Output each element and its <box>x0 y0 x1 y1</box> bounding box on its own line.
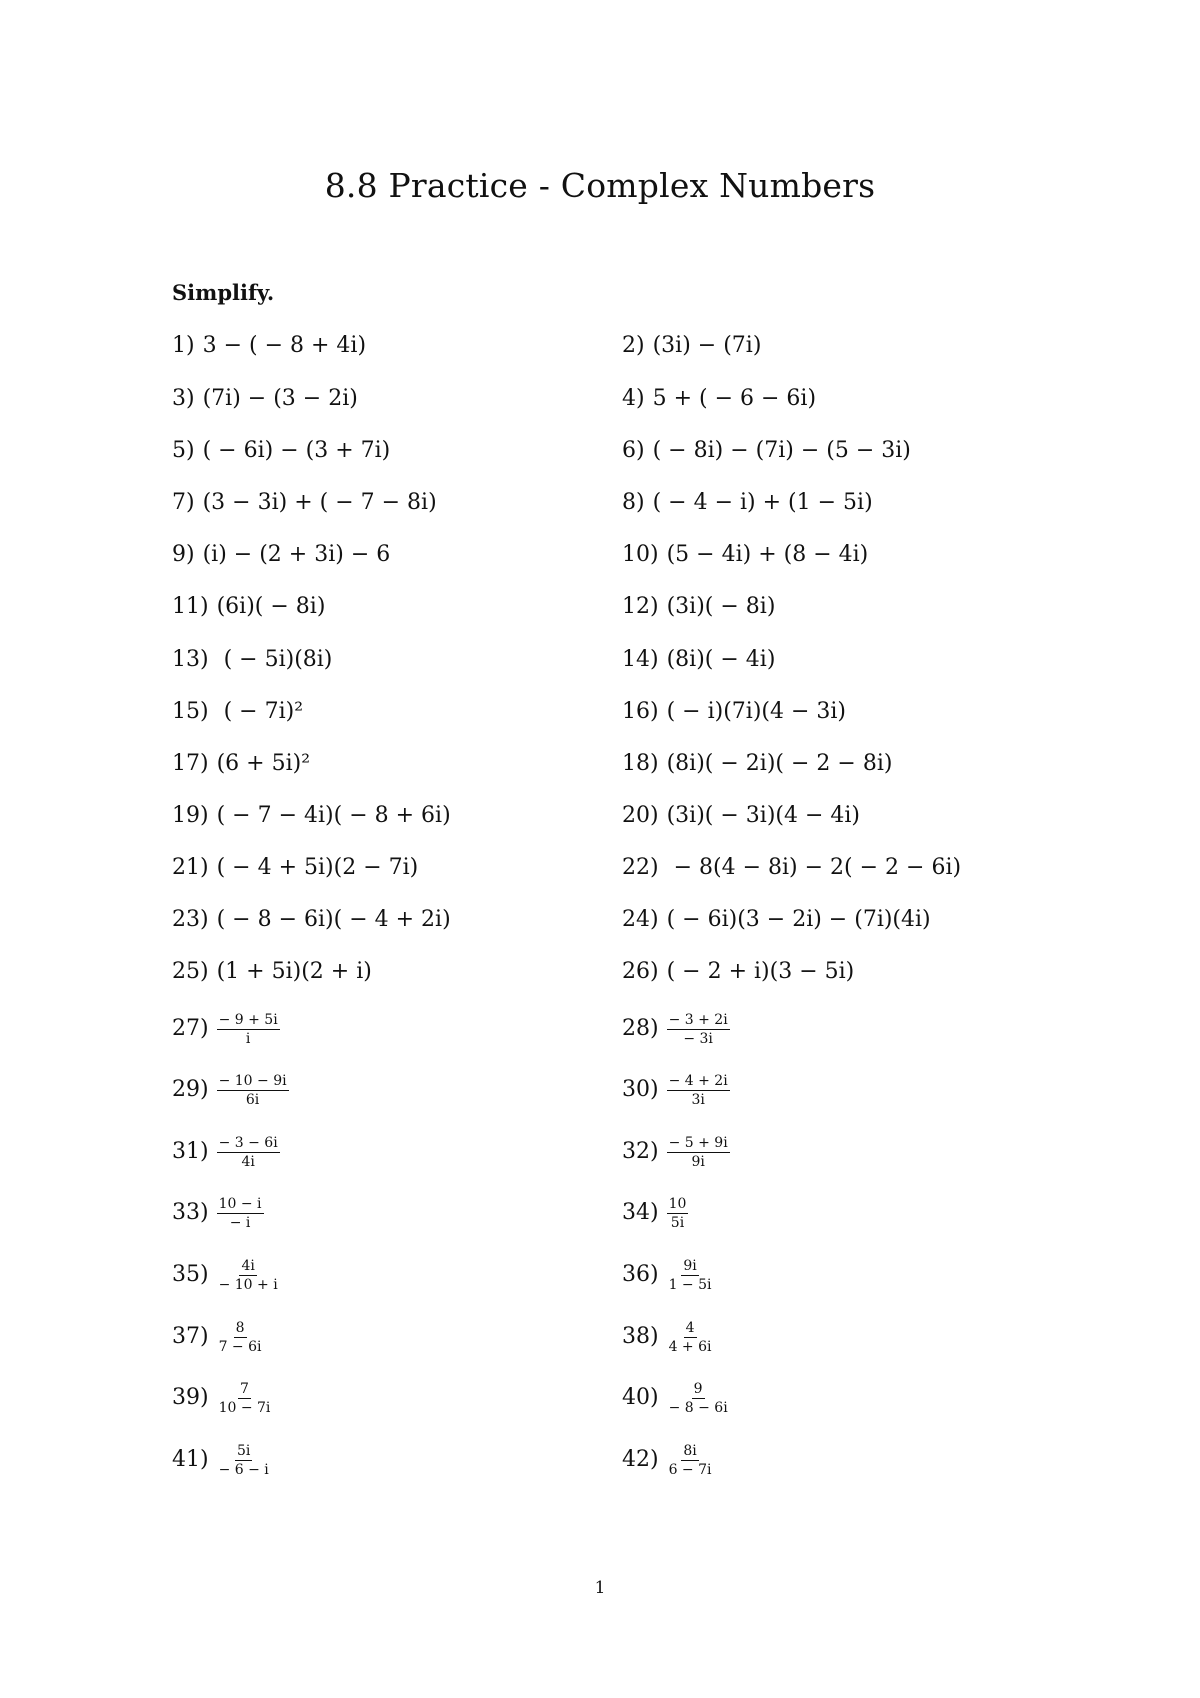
problem-expression: ( − 8i) − (7i) − (5 − 3i) <box>652 438 911 463</box>
problem-item <box>622 1442 714 1478</box>
problem-expression: (3i)( − 8i) <box>666 594 776 619</box>
problem-item <box>172 1195 264 1231</box>
fraction-denominator: 6i <box>245 1091 260 1108</box>
fraction <box>217 1135 280 1170</box>
problem-number: 35) <box>172 1262 209 1287</box>
fraction <box>217 1381 273 1416</box>
problem-expression: (3 − 3i) + ( − 7 − 8i) <box>202 490 437 515</box>
problem-item <box>172 488 437 518</box>
problem-number: 28) <box>622 1016 659 1041</box>
fraction <box>667 1381 730 1416</box>
fraction-numerator: 9 <box>693 1380 703 1397</box>
problem-number: 39) <box>172 1385 209 1410</box>
problem-number: 37) <box>172 1324 209 1349</box>
problem-item <box>172 1257 280 1293</box>
fraction-numerator: 4i <box>241 1257 255 1274</box>
problem-number: 25) <box>172 959 209 984</box>
problem-expression: (5 − 4i) + (8 − 4i) <box>666 542 869 567</box>
problem-expression: ( − i)(7i)(4 − 3i) <box>666 699 847 724</box>
fraction-denominator: 4i <box>241 1153 255 1170</box>
problem-expression: ( − 4 + 5i)(2 − 7i) <box>216 855 419 880</box>
problem-number: 18) <box>622 751 659 776</box>
fraction-numerator: − 3 + 2i <box>668 1011 728 1028</box>
problem-expression: (8i)( − 4i) <box>666 647 776 672</box>
problem-number: 9) <box>172 542 195 567</box>
problem-number: 3) <box>172 386 195 411</box>
problem-item <box>172 1134 280 1170</box>
fraction-numerator: 10 <box>668 1195 687 1212</box>
problem-number: 31) <box>172 1139 209 1164</box>
problem-item <box>622 801 860 831</box>
fraction-denominator: i <box>245 1030 251 1047</box>
problem-expression: ( − 7 − 4i)( − 8 + 6i) <box>216 803 451 828</box>
problem-item <box>622 697 846 727</box>
problem-number: 30) <box>622 1077 659 1102</box>
problem-item <box>622 436 911 466</box>
problem-item <box>622 592 775 622</box>
fraction-numerator: 4 <box>685 1319 695 1336</box>
problem-item <box>172 905 451 935</box>
problem-number: 4) <box>622 386 645 411</box>
problem-expression: ( − 6i)(3 − 2i) − (7i)(4i) <box>666 907 931 932</box>
problem-expression: ( − 4 − i) + (1 − 5i) <box>652 490 873 515</box>
fraction <box>217 1443 271 1478</box>
problem-number: 36) <box>622 1262 659 1287</box>
fraction-denominator: 9i <box>691 1153 705 1170</box>
fraction-numerator: 8i <box>683 1442 697 1459</box>
fraction <box>667 1258 714 1293</box>
problem-number: 15) <box>172 699 209 724</box>
fraction-denominator: − 6 − i <box>218 1461 269 1478</box>
problem-item <box>622 331 761 361</box>
problem-number: 10) <box>622 542 659 567</box>
problem-item <box>622 957 854 987</box>
fraction-denominator: − 3i <box>683 1030 713 1047</box>
fraction-numerator: − 3 − 6i <box>218 1134 278 1151</box>
problem-expression: (6i)( − 8i) <box>216 594 326 619</box>
problem-item <box>172 1380 272 1416</box>
fraction-denominator: 6 − 7i <box>668 1461 712 1478</box>
problem-number: 26) <box>622 959 659 984</box>
problem-expression: ( − 6i) − (3 + 7i) <box>202 438 391 463</box>
problem-expression: (8i)( − 2i)( − 2 − 8i) <box>666 751 893 776</box>
fraction <box>217 1012 280 1047</box>
problem-number: 23) <box>172 907 209 932</box>
problem-item <box>172 801 451 831</box>
problem-number: 2) <box>622 333 645 358</box>
problem-number: 27) <box>172 1016 209 1041</box>
problem-number: 5) <box>172 438 195 463</box>
fraction-numerator: 8 <box>235 1319 245 1336</box>
fraction-denominator: 1 − 5i <box>668 1276 712 1293</box>
page-number: 1 <box>594 1578 606 1598</box>
problem-expression: (1 + 5i)(2 + i) <box>216 959 372 984</box>
fraction-denominator: 7 − 6i <box>218 1338 262 1355</box>
problem-item <box>172 331 366 361</box>
problem-number: 8) <box>622 490 645 515</box>
problem-item <box>622 540 868 570</box>
problem-number: 17) <box>172 751 209 776</box>
problem-item <box>172 957 372 987</box>
problem-item <box>622 853 961 883</box>
problem-item <box>172 645 332 675</box>
problem-item <box>172 1072 289 1108</box>
problem-item <box>172 749 310 779</box>
fraction-numerator: − 4 + 2i <box>668 1072 728 1089</box>
problem-expression: ( − 8 − 6i)( − 4 + 2i) <box>216 907 451 932</box>
problem-item <box>172 853 418 883</box>
fraction-denominator: − 10 + i <box>218 1276 278 1293</box>
fraction <box>217 1258 280 1293</box>
fraction <box>667 1196 689 1231</box>
problem-number: 14) <box>622 647 659 672</box>
problem-number: 19) <box>172 803 209 828</box>
problem-number: 7) <box>172 490 195 515</box>
problem-number: 29) <box>172 1077 209 1102</box>
problem-number: 38) <box>622 1324 659 1349</box>
fraction-denominator: 3i <box>691 1091 705 1108</box>
problem-number: 40) <box>622 1385 659 1410</box>
problem-item <box>622 1380 730 1416</box>
fraction-denominator: − 8 − 6i <box>668 1399 728 1416</box>
problem-number: 32) <box>622 1139 659 1164</box>
problem-expression: − 8(4 − 8i) − 2( − 2 − 6i) <box>666 855 962 880</box>
fraction <box>217 1196 264 1231</box>
problem-number: 6) <box>622 438 645 463</box>
problem-expression: (3i) − (7i) <box>652 333 762 358</box>
problem-expression: (i) − (2 + 3i) − 6 <box>202 542 391 567</box>
problem-number: 42) <box>622 1447 659 1472</box>
problem-expression: 3 − ( − 8 + 4i) <box>202 333 367 358</box>
problem-number: 24) <box>622 907 659 932</box>
fraction-denominator: 4 + 6i <box>668 1338 712 1355</box>
problem-expression: (6 + 5i)² <box>216 751 311 776</box>
fraction-numerator: − 5 + 9i <box>668 1134 728 1151</box>
problem-item <box>172 592 325 622</box>
problem-item <box>622 905 931 935</box>
problem-item <box>172 697 303 727</box>
fraction <box>217 1073 289 1108</box>
problem-item <box>172 1319 264 1355</box>
problem-number: 1) <box>172 333 195 358</box>
problem-item <box>622 1072 730 1108</box>
problem-number: 34) <box>622 1200 659 1225</box>
fraction <box>667 1012 730 1047</box>
fraction-numerator: − 9 + 5i <box>218 1011 278 1028</box>
fraction-numerator: 10 − i <box>218 1195 262 1212</box>
fraction <box>667 1320 714 1355</box>
problem-number: 16) <box>622 699 659 724</box>
fraction-numerator: 9i <box>683 1257 697 1274</box>
problem-item <box>172 384 358 414</box>
problem-item <box>622 1134 730 1170</box>
fraction-numerator: − 10 − 9i <box>218 1072 287 1089</box>
fraction <box>667 1073 730 1108</box>
problem-item <box>622 384 816 414</box>
problem-item <box>622 1011 730 1047</box>
problem-item <box>622 1319 714 1355</box>
problem-item <box>622 488 873 518</box>
problem-number: 22) <box>622 855 659 880</box>
fraction <box>667 1135 730 1170</box>
problem-item <box>622 1257 714 1293</box>
problem-expression: ( − 5i)(8i) <box>216 647 333 672</box>
problem-number: 41) <box>172 1447 209 1472</box>
fraction-numerator: 5i <box>236 1442 251 1459</box>
problem-number: 21) <box>172 855 209 880</box>
instruction-text: Simplify. <box>172 280 275 305</box>
fraction-denominator: 5i <box>670 1214 685 1231</box>
problem-item <box>172 1442 271 1478</box>
problem-expression: (7i) − (3 − 2i) <box>202 386 358 411</box>
fraction-numerator: 7 <box>240 1380 249 1397</box>
problem-item <box>172 540 390 570</box>
fraction <box>217 1320 264 1355</box>
problem-expression: (3i)( − 3i)(4 − 4i) <box>666 803 861 828</box>
problem-item <box>172 436 390 466</box>
problem-number: 11) <box>172 594 209 619</box>
fraction-denominator: − i <box>229 1214 251 1231</box>
problem-item <box>622 645 775 675</box>
problem-expression: 5 + ( − 6 − 6i) <box>652 386 817 411</box>
problem-item <box>622 1195 688 1231</box>
problem-number: 13) <box>172 647 209 672</box>
problem-item <box>172 1011 280 1047</box>
fraction-denominator: 10 − 7i <box>218 1399 271 1416</box>
problem-number: 20) <box>622 803 659 828</box>
problem-expression: ( − 2 + i)(3 − 5i) <box>666 959 855 984</box>
problem-item <box>622 749 892 779</box>
fraction <box>667 1443 714 1478</box>
problem-expression: ( − 7i)² <box>216 699 304 724</box>
page-title: 8.8 Practice - Complex Numbers <box>324 166 876 205</box>
problem-number: 33) <box>172 1200 209 1225</box>
problem-number: 12) <box>622 594 659 619</box>
